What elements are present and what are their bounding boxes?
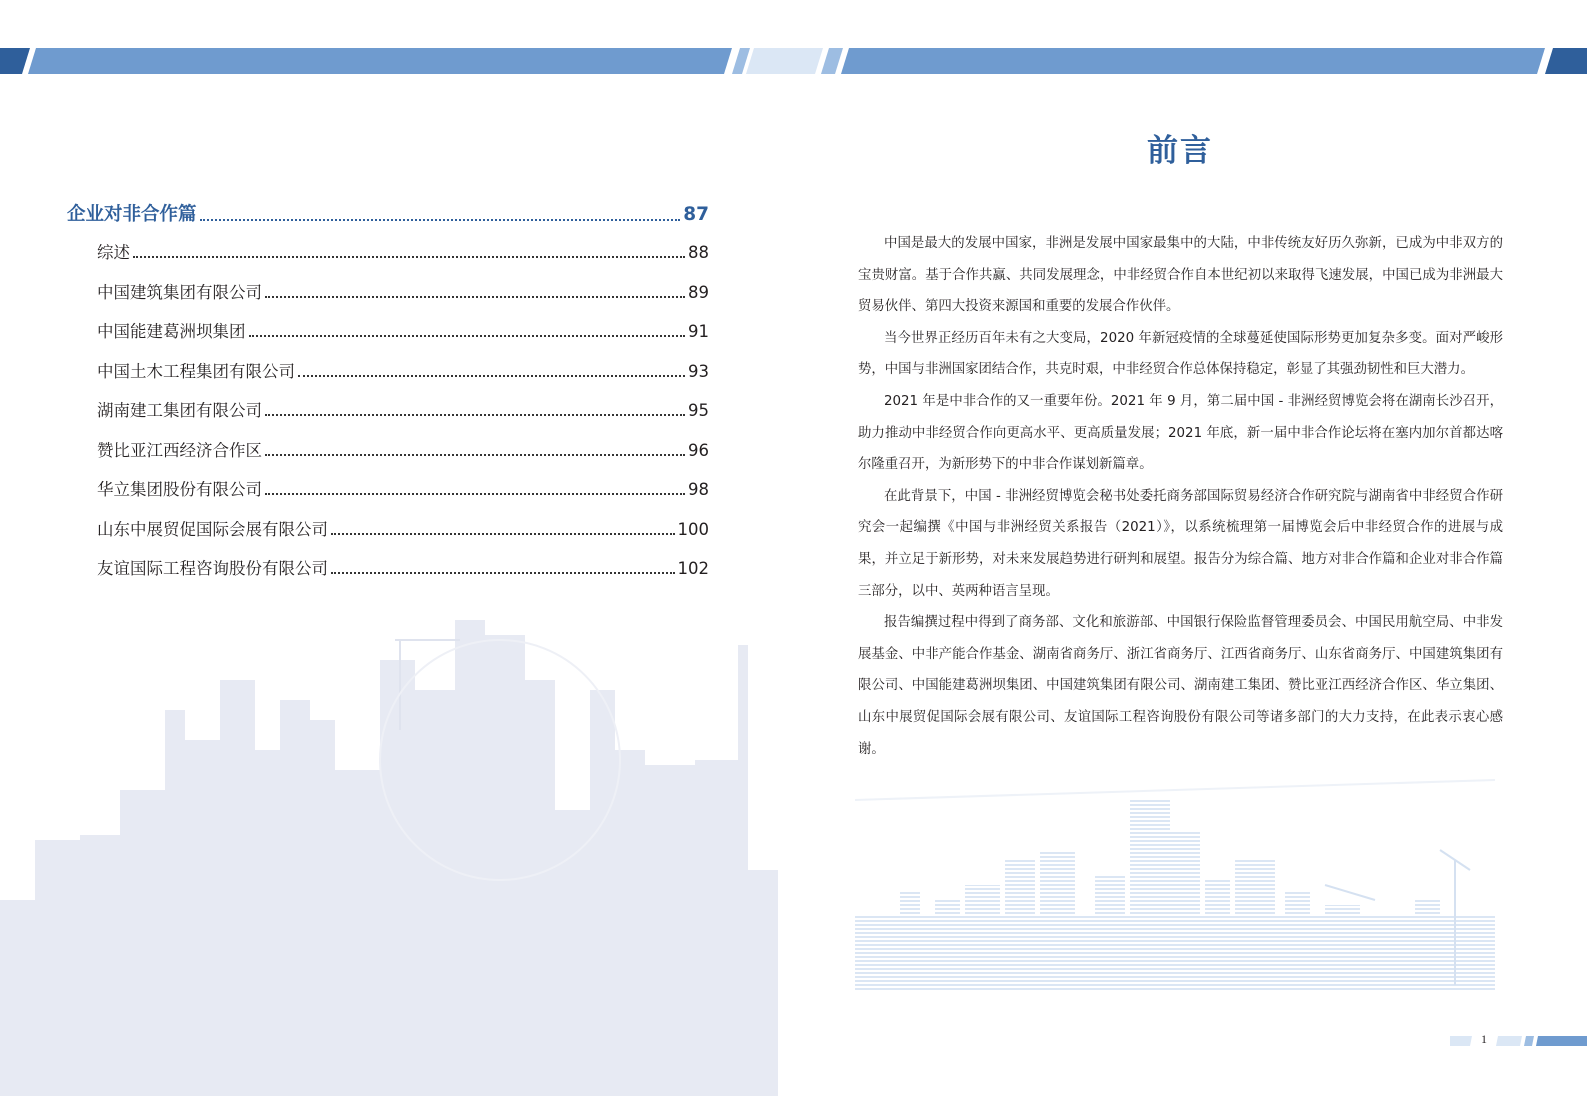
preface-paragraph: 中国是最大的发展中国家，非洲是发展中国家最集中的大陆，中非传统友好历久弥新，已成为中非双方的宝贵财富。基于合作共赢、共同发展理念，中非经贸合作自本世纪初以来取得飞速发展，中国已成为非洲最大贸易伙伴、第四大投资来源国和重要的发展合作伙伴。 [858,236,1503,315]
toc-entry-label: 湖南建工集团有限公司 [97,401,262,420]
preface-paragraph: 当今世界正经历百年未有之大变局，2020 年新冠疫情的全球蔓延使国际形势更加复杂多变。面对严峻形势，中国与非洲国家团结合作，共克时艰，中非经贸合作总体保持稳定，彰显了其强劲韧性和巨大潜力。 [858,330,1503,378]
toc-entry-label: 中国建筑集团有限公司 [97,283,262,302]
toc-entry-page: 95 [688,401,709,420]
toc-entry-label: 华立集团股份有限公司 [97,480,262,499]
toc-heading-page: 87 [683,204,709,225]
toc-leader-dots [249,335,686,337]
industrial-skyline-illustration [855,740,1505,995]
toc-entry-label: 中国土木工程集团有限公司 [97,362,295,381]
toc-entry-page: 102 [677,559,709,578]
preface-paragraph: 报告编撰过程中得到了商务部、文化和旅游部、中国银行保险监督管理委员会、中国民用航空局、中非发展基金、中非产能合作基金、湖南省商务厅、浙江省商务厅、江西省商务厅、山东省商务厅、中国建筑集团有限公司、中国能建葛洲坝集团、中国建筑集团有限公司、湖南建工集团、赞比亚江西经济合作区、华立集团、山东中展贸促国际会展有限公司、友谊国际工程咨询股份有限公司等诸多部门的大力支持，在此表示衷心感谢。 [858,615,1503,757]
toc-entry-page: 96 [688,441,709,460]
toc-heading-label: 企业对非合作篇 [67,204,197,225]
toc-entry-page: 88 [688,243,709,262]
toc-leader-dots [265,493,685,495]
preface-title: 前言 [1147,133,1213,169]
toc-entry[interactable] [97,397,709,421]
toc-leader-dots [331,572,675,574]
toc-entry[interactable] [97,476,709,500]
toc-entry[interactable] [97,437,709,461]
toc-leader-dots [331,533,675,535]
toc-section-heading[interactable] [67,200,709,226]
toc-leader-dots [265,454,685,456]
preface-paragraph: 在此背景下，中国 - 非洲经贸博览会秘书处委托商务部国际贸易经济合作研究院与湖南省中非经贸合作研究会一起编撰《中国与非洲经贸关系报告（2021）》，以系统梳理第一届博览会后中非经贸合作的进展与成果，并立足于新形势，对未来发展趋势进行研判和展望。报告分为综合篇、地方对非合作篇和企业对非合作篇三部分，以中、英两种语言呈现。 [858,488,1503,599]
toc-entry-page: 98 [688,480,709,499]
page-number: 1 [1481,1032,1487,1046]
preface-body [858,228,1503,765]
toc-leader-dots [265,414,685,416]
toc-entry-label: 赞比亚江西经济合作区 [97,441,262,460]
toc-leader-dots [298,375,685,377]
toc-entry-label: 中国能建葛洲坝集团 [97,322,246,341]
toc-entry[interactable] [97,279,709,303]
toc-entry-label: 友谊国际工程咨询股份有限公司 [97,559,328,578]
toc-entry[interactable] [97,239,709,263]
toc-entry-page: 91 [688,322,709,341]
toc-entry[interactable] [97,318,709,342]
toc-entry-page: 100 [677,520,709,539]
toc-entry-label: 山东中展贸促国际会展有限公司 [97,520,328,539]
toc-leader-dots [265,296,685,298]
footer-stripe [1450,1033,1587,1049]
toc-entry[interactable] [97,516,709,540]
toc-leader-dots [200,219,681,221]
toc-leader-dots [133,256,685,258]
toc-entry[interactable] [97,555,709,579]
toc-entry-page: 89 [688,283,709,302]
preface-paragraph: 2021 年是中非合作的又一重要年份。2021 年 9 月，第二届中国 - 非洲经贸博览会将在湖南长沙召开，助力推动中非经贸合作向更高水平、更高质量发展；2021 年底，新一届中非合作论坛将在塞内加尔首都达喀尔隆重召开，为新形势下的中非合作谋划新篇章。 [858,393,1503,473]
toc-entry-page: 93 [688,362,709,381]
toc-entry[interactable] [97,358,709,382]
table-of-contents [0,0,790,1096]
toc-entry-label: 综述 [97,243,130,262]
